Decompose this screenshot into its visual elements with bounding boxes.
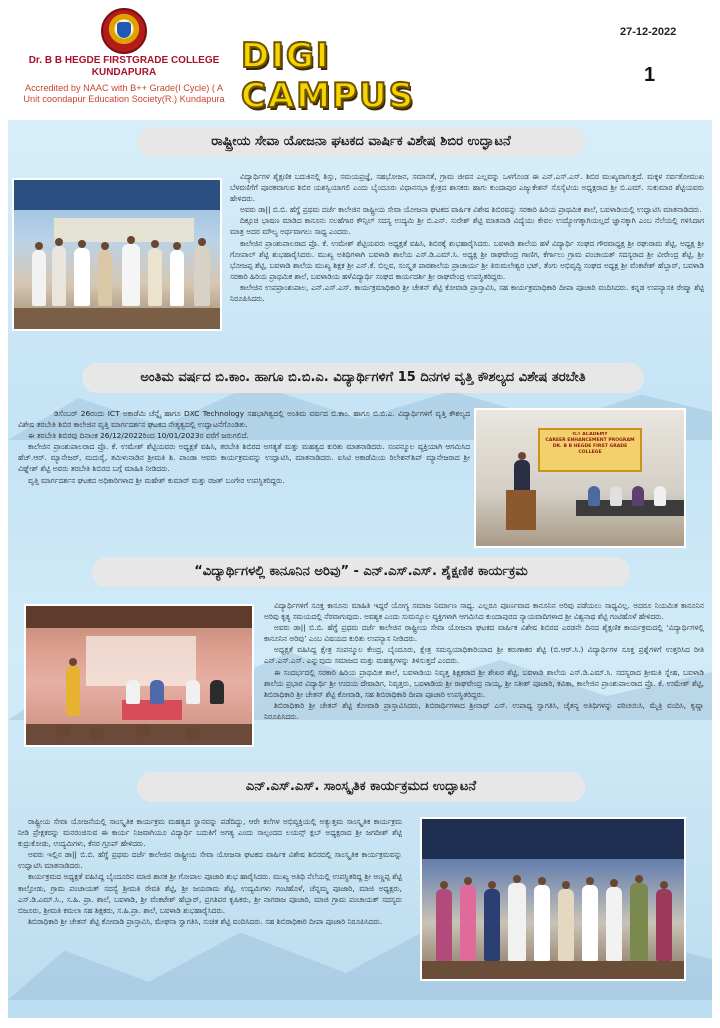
section-2-body (18, 408, 470, 543)
section-1-title: ರಾಷ್ಟ್ರೀಯ ಸೇವಾ ಯೋಜನಾ ಘಟಕದ ವಾರ್ಷಿಕ ವಿಶೇಷ ಶಿಬಿರ ಉದ್ಘಾಟನೆ (137, 127, 585, 157)
accreditation-text: Accredited by NAAC with B++ Grade(I Cycle) ( A Unit coondapur Education Society(R.) Kundapura (23, 83, 225, 104)
paragraph: ಈ ತರಬೇತಿ ಶಿಬಿರವು ದಿನಾಂಕ 26/12/2022ರಿಂದ 10/01/2023ರ ವರೆಗೆ ಜರುಗಲಿದೆ. (28, 431, 249, 441)
paragraph: ಶಿಬಿರಾಧಿಕಾರಿ ಶ್ರೀ ಚೇತನ್ ಶೆಟ್ಟಿ ಕೋವಾಡಿ ಪ್ರಾಸ್ತಾವಿಸಿದರು, ಶಿಬಿರಾರ್ಥಿಗಳಾದ ಶ್ರೀನಾಥ್ ಎಸ್. ಉಪಾಧ್ಯ ಸ್ವಾಗತಿಸಿ, ಚೈತನ್ಯ ಅತಿಥಿಗಳನ್ನು ಪರಿಚಯಿಸಿ, ಮೈತ್ರಿ ವಂದಿಸಿ, ಕೃಷ್ಣಾ ನಿರೂಪಿಸಿದರು. (264, 700, 704, 721)
section-1-body (230, 171, 704, 351)
paragraph: ವಿದ್ಯಾರ್ಥಿಗಳಿಗೆ ಸೂಕ್ತ ಕಾನೂನು ಮಾಹಿತಿ ಇದ್ದರೆ ಯೋಗ್ಯ ಸಮಾಜ ನಿರ್ಮಾಣ ಸಾಧ್ಯ. ಎಲ್ಲರೂ ಪೂರ್ಣವಾದ ಕಾನೂನಿನ ಅರಿವು ಪಡೆಯಲು ಸಾಧ್ಯವಿಲ್ಲ. ಅದರೂ ನಿಯಮಿತ ಕಾನೂನಿನ ಅರಿವು ಕೃತ್ಯ ಸಮಯದಲ್ಲಿ ನೆರವಾಗುವುದು. ಅವಶ್ಯಕ ಎಂದು ಸುಮನ್ಯೂಲ ವ್ಯಕ್ತಿಗಳಾಗಿ ಆಗಮಿಸಿದ ಕುಂದಾಪುರದ ನ್ಯಾಯವಾದಿಗಳಾದ ಶ್ರೀ ವಿಶ್ವನಾಥ ಶೆಟ್ಟಿ ಗಂಟಿಹೊಳೆ ಹೇಳಿದರು. (264, 601, 704, 622)
issue-number: 1 (644, 64, 656, 86)
paragraph: ವೃತ್ತಿ ಮಾರ್ಗದರ್ಶನ ಘಟಕದ ಅಧಿಕಾರಿಗಳಾದ ಶ್ರೀ ಮಹೇಶ್ ಕುಮಾರ್ ಮತ್ತು ರಜತ್ ಬಂಗೇರ ಉಪಸ್ಥಿತರಿದ್ದರು. (28, 475, 285, 485)
paragraph: ಶಿಬಿರಾಧಿಕಾರಿ ಶ್ರೀ ಚೇತನ್ ಶೆಟ್ಟಿ ಕೋವಾಡಿ ಪ್ರಾಸ್ತಾವಿಸಿ, ಮೇಘನಾ ಸ್ವಾಗತಿಸಿ, ಸುಚಿತ ಶೆಟ್ಟಿ ವಂದಿಸಿದರು. ಸಹ ಶಿಬಿರಾಧಿಕಾರಿ ದೀಪಾ ಪೂಜಾರಿ ನಿರೂಪಿಸಿದರು. (28, 916, 383, 926)
section-3-title: “ವಿದ್ಯಾರ್ಥಿಗಳಲ್ಲಿ ಕಾನೂನಿನ ಅರಿವು” - ಎನ್.ಎಸ್.ಎಸ್. ಶೈಕ್ಷಣಿಕ ಕಾರ್ಯಕ್ರಮ (92, 557, 630, 587)
section-3-body (264, 600, 704, 758)
section-3-photo (24, 604, 254, 747)
paragraph: ವಿದ್ಯಾರ್ಥಿಗಳ ಶೈಕ್ಷಣಿಕ ಬದುಕಿನಲ್ಲಿ ಶಿಸ್ತು, ಸಮಯಪ್ರಜ್ಞೆ, ಸಹಭೋಜನ, ಸಮಾನತೆ, ಗ್ರಾಮ ಜೀವನ ಎಲ್ಲವನ್ನು ಒಳಗೊಂಡ ಈ ಎನ್.ಎಸ್.ಎಸ್. ಶಿಬಿರ ಮುಖ್ಯವಾಗುತ್ತದೆ. ಮಕ್ಕಳ ಸರ್ವತೋಮುಖ ಬೆಳವಣಿಗೆಗೆ ಪೂರಕವಾಗುವ ಶಿಬಿರ ಯಶಸ್ವಿಯಾಗಲಿ ಎಂದು ಬೈಂದೂರು ವಿಧಾನಸಭಾ ಕ್ಷೇತ್ರದ ಶಾಸಕರು ಹಾಗು ಕುಂದಾಪುರ ಎಜ್ಯುಕೇಶನ್ ಸೊಸೈಟಿಯ ಅಧ್ಯಕ್ಷರಾದ ಶ್ರೀ ಬಿ.ಎಮ್. ಸುಕುಮಾರ ಶೆಟ್ಟಿಯವರು ಹೇಳಿದರು. (230, 172, 704, 204)
header (0, 0, 720, 124)
footer-strip (0, 1018, 720, 1028)
banner: ICT ACADEMY CAREER ENHANCEMENT PROGRAM DR. B B HEGDE FIRST GRADE COLLEGE (545, 432, 635, 455)
paragraph: ಅಧ್ಯಕ್ಷತೆ ವಹಿಸಿದ್ದ ಕ್ಷೇತ್ರ ಸಂಪನ್ಮೂಲ ಕೇಂದ್ರ, ಬೈಂದೂರು, ಕ್ಷೇತ್ರ ಸಮನ್ವಯಾಧಿಕಾರಿಯಾದ ಶ್ರೀ ಕರುಣಾಕರ ಶೆಟ್ಟಿ (ಬಿ.ಆರ್.ಸಿ.) ವಿದ್ಯಾರ್ಥಿಗಳ ಸೂಕ್ತ ಪ್ರಶ್ನೆಗಳಿಗೆ ಉತ್ತರಿಸಿದ ರೀತಿ ಎನ್.ಎಸ್.ಎಸ್. ಎನ್ನುವುದು ಸಮಾಜದ ಮತ್ತು ಮಹತ್ವಗಳನ್ನು ತಿಳಿಸುತ್ತದೆ ಎಂದರು. (264, 645, 704, 666)
paragraph: ಈ ಸಂದರ್ಭದಲ್ಲಿ ಸರಕಾರಿ ಹಿರಿಯ ಪ್ರಾಥಮಿಕ ಶಾಲೆ, ಬವಳಾಡಿಯ ನಿವೃತ್ತ ಶಿಕ್ಷಕರಾದ ಶ್ರೀ ಶೇಖರ ಶೆಟ್ಟಿ, ಬವಳಾಡಿ ಶಾಲೆಯ ಎಸ್.ಡಿ.ಎಮ್.ಸಿ. ಸದಸ್ಯರಾದ ಶ್ರೀಮತಿ ಸ್ನೇಹ, ಬವಳಾಡಿ ಶಾಲೆಯ ಪ್ರಭಾರ ವಿದ್ಯಾರ್ಥಿ ಶ್ರೀ ಉದಯ ದೇವಾಡಿಗ, ನಿವೃತ್ತರು, ಬವಳಾಡಿಯ ಶ್ರೀ ರಾಘವೇಂದ್ರ ನಾಯ್ಕ, ಶ್ರೀ ಸತೀಶ್ ಪೂಜಾರಿ, ಕವಿತಾ, ಕಾಲೇಜಿನ ಪ್ರಾಂಶುಪಾಲರಾದ ಪ್ರೊ. ಕೆ. ಉಮೇಶ್ ಶೆಟ್ಟಿ, ಶಿಬಿರಾಧಿಕಾರಿ ಶ್ರೀ ಚೇತನ್ ಶೆಟ್ಟಿ ಕೋವಾಡಿ, ಸಹ ಶಿಬಿರಾಧಿಕಾರಿ ದೀಪಾ ಪೂಜಾರಿ ಉಪಸ್ಥಿತರಿದ್ದರು. (264, 667, 704, 699)
paragraph: ರಾಷ್ಟ್ರೀಯ ಸೇವಾ ಯೋಜನೆಯಲ್ಲಿ ಸಾಂಸ್ಕೃತಿಕ ಕಾರ್ಯಕ್ರಮ ಮಹತ್ವದ ಸ್ಥಾನವನ್ನು ಪಡೆದಿದ್ದು, ಆರೇ ಕಲೆಗಳ ಅಭಿವ್ಯಕ್ತಿಯಲ್ಲಿ ಅತ್ಯುತ್ತಮ ಸಾಂಸ್ಕೃತಿಕ ಕಾರ್ಯಕ್ರಮ ನೀಡಿ ಪ್ರೇಕ್ಷಕರನ್ನು ಮನರಂಜಿಸುವ ಈ ಕಾರ್ಯ ನಿಜವಾಗಿಯೂ ವಿದ್ಯಾರ್ಥಿ ಬದುಕಿಗೆ ಅಗತ್ಯ ಎಂದು ಸಾಲ್ಪಂದದ ಲಯನ್ಸ್ ಕ್ಲಬ್ ಅಧ್ಯಕ್ಷರಾದ ಶ್ರೀ ಜಗದೀಶ್ ಶೆಟ್ಟಿ ಕುದ್ರುಕೋಡು, ಉದ್ಯಮಿಗಳು, ಕೆನರ ಗ್ರೂಪ್ ಹೇಳಿದರು. (18, 817, 402, 849)
section-4-body (18, 816, 402, 1006)
paragraph: ದಿಕ್ಸೂಚಿ ಭಾಷಣ ಮಾಡಿದ ಕಾನೂನು ಸಲಹೆಗಾರ ಕೌನ್ಸಿಲ್ ಸದಸ್ಯ ಉದ್ಯಮಿ ಶ್ರೀ ಬಿ.ಎನ್. ಸುರೇಶ್ ಶೆಟ್ಟಿ ಮಾತನಾಡಿ ವಿದ್ಯೆಯು ಕೇವಲ ಉದ್ಯೋಗಕ್ಕಾಗಿಯಲ್ಲದೆ ಜ್ಞಾನಕ್ಕಾಗಿ ಎಂಬ ನೆಲೆಯಲ್ಲಿ ಗಳಿಸಿದಾಗ ಮಾತ್ರ ಅದರ ಮೌಲ್ಯ ಅರ್ಥವಾಗಲು ಸಾಧ್ಯ ಎಂದರು. (230, 216, 704, 237)
paragraph: ಅವರು ಇಲ್ಲಿನ ಡಾ|| ಬಿ.ಬಿ. ಹೆಗ್ಡೆ ಪ್ರಥಮ ದರ್ಜೆ ಕಾಲೇಜಿನ ರಾಷ್ಟ್ರೀಯ ಸೇವಾ ಯೋಜನಾ ಘಟಕದ ವಾರ್ಷಿಕ ವಿಶೇಷ ಶಿಬಿರದಲ್ಲಿ ಸಾಂಸ್ಕೃತಿಕ ಕಾರ್ಯಕ್ರಮವನ್ನು ಉದ್ಘಾಟಿಸಿ ಮಾತನಾಡಿದರು. (18, 850, 402, 871)
section-1-photo (12, 178, 222, 331)
section-4-title: ಎನ್.ಎಸ್.ಎಸ್. ಸಾಂಸ್ಕೃತಿಕ ಕಾರ್ಯಕ್ರಮದ ಉದ್ಘಾಟನೆ (137, 772, 585, 802)
college-emblem-icon (101, 8, 147, 54)
issue-date: 27-12-2022 (620, 26, 677, 38)
masthead-title: DIGI CAMPUS (241, 36, 416, 116)
paragraph: ಅವರು ಡಾ|| ಬಿ.ಬಿ. ಹೆಗ್ಡೆ ಪ್ರಥಮ ದರ್ಜೆ ಕಾಲೇಜಿನ ರಾಷ್ಟ್ರೀಯ ಸೇವಾ ಯೋಜನಾ ಘಟಕದ ವಾರ್ಷಿಕ ವಿಶೇಷ ಶಿಬಿರದ ಎರಡನೇ ದಿನದ ಶೈಕ್ಷಣಿಕ ಕಾರ್ಯಕ್ರಮದಲ್ಲಿ ‘ವಿದ್ಯಾರ್ಥಿಗಳಲ್ಲಿ ಕಾನೂನಿನ ಅರಿವು’ ಎಂಬ ವಿಷಯದ ಕುರಿತು ಉಪನ್ಯಾಸ ನೀಡಿದರು. (264, 623, 704, 644)
paragraph: ಕಾರ್ಯಕ್ರಮದ ಅಧ್ಯಕ್ಷತೆ ವಹಿಸಿದ್ದ ಬೈಂದೂರಿನ ಮಾಜಿ ಶಾಸಕ ಶ್ರೀ ಗೋಪಾಲ ಪೂಜಾರಿ ಶುಭ ಹಾರೈಸಿದರು. ಮುಖ್ಯ ಅತಿಥಿ ನೆಲೆಯಲ್ಲಿ ಉಪಸ್ಥಿತರಿದ್ದ ಶ್ರೀ ಅಣ್ಣಪ್ಪ ಶೆಟ್ಟಿ ಕಾಲ್ತೋಡು, ಗ್ರಾಮ ಪಂಚಾಯತ್ ಸದಸ್ಯೆ ಶ್ರೀಮತಿ ರೇವತಿ ಶೆಟ್ಟಿ, ಶ್ರೀ ಜಯರಾಮ ಶೆಟ್ಟಿ, ಉದ್ಯಮಿಗಳು ಗಂಟಿಹೊಳೆ, ಚೆನ್ನಮ್ಮ ಪೂಜಾರಿ, ಮಾಜಿ ಅಧ್ಯಕ್ಷರು, ಎಸ್.ಡಿ.ಎಮ್.ಸಿ., ಸ.ಹಿ. ಪ್ರಾ. ಶಾಲೆ, ಬವಳಾಡಿ, ಶ್ರೀ ವೆಂಕಟೇಶ್ ಹೆಬ್ಬಾರ್, ಪ್ರಗತಿಪರ ಕೃಷಿಕರು, ಶ್ರೀ ನಾಗರಾಜ ಪೂಜಾರಿ, ಮಾಜಿ ಗ್ರಾಮ ಪಂಚಾಯತ್ ಸದಸ್ಯರು ಬಿಜೂರು, ಶ್ರೀಮತಿ ಕಮಲಾ ಸಹ ಶಿಕ್ಷಕರು, ಸ.ಹಿ.ಪ್ರಾ. ಶಾಲೆ, ಬವಳಾಡಿ ಶುಭಹಾರೈಸಿದರು. (18, 872, 402, 915)
paragraph: ಅವರು ಡಾ|| ಬಿ.ಬಿ. ಹೆಗ್ಡೆ ಪ್ರಥಮ ದರ್ಜೆ ಕಾಲೇಜಿನ ರಾಷ್ಟ್ರೀಯ ಸೇವಾ ಯೋಜನಾ ಘಟಕದ ವಾರ್ಷಿಕ ವಿಶೇಷ ಶಿಬಿರವನ್ನು ಸರಕಾರಿ ಹಿರಿಯ ಪ್ರಾಥಮಿಕ ಶಾಲೆ, ಬವಳಾಡಿಯಲ್ಲಿ ಉದ್ಘಾಟಿಸಿ ಮಾತನಾಡಿದರು. (240, 205, 702, 215)
college-name: Dr. B B HEGDE FIRSTGRADE COLLEGE KUNDAPURA (28, 55, 220, 78)
paragraph: ಕಾಲೇಜಿನ ಪ್ರಾಂಶುಪಾಲರಾದ ಪ್ರೊ. ಕೆ. ಉಮೇಶ್ ಶೆಟ್ಟಿಯವರು ಅಧ್ಯಕ್ಷತೆ ವಹಿಸಿ, ಶಿಬಿರಕ್ಕೆ ಶುಭಹಾರೈಸಿದರು. ಬವಳಾಡಿ ಶಾಲೆಯ ಹಳೆ ವಿದ್ಯಾರ್ಥಿ ಸಂಘದ ಗೌರವಾಧ್ಯಕ್ಷ ಶ್ರೀ ರಘುರಾಮ ಶೆಟ್ಟಿ, ಅಧ್ಯಕ್ಷ ಶ್ರೀ ಗೋಪಾಲ್ ಶೆಟ್ಟಿ ಶುಭಹಾರೈಸಿದರು. ಮುಖ್ಯ ಅತಿಥಿಗಳಾಗಿ ಬವಳಾಡಿ ಶಾಲೆಯ ಎಸ್.ಡಿ.ಎಮ್.ಸಿ. ಅಧ್ಯಕ್ಷ ಶ್ರೀ ರಾಘವೇಂದ್ರ ಗಾಣಿಗ, ಕೆರ್ಗಾಲು ಗ್ರಾಮ ಪಂಚಾಯತ್ ಸದಸ್ಯರಾದ ಶ್ರೀ ವೀರೇಂದ್ರ ಶೆಟ್ಟಿ, ಶ್ರೀ ಭೋಜಪ್ಪ ಶೆಟ್ಟಿ, ಬವಳಾಡಿ ಶಾಲೆಯ ಮುಖ್ಯ ಶಿಕ್ಷಕ ಶ್ರೀ ಎನ್.ಕೆ. ಬಿಲ್ಲವ, ಸಂಸ್ಕೃತ ಪಾಠಶಾಲೆಯ ಪ್ರಾಚಾರ್ಯ ಶ್ರೀ ತಿರುಮಲೇಶ್ವರ ಭಟ್, ತೆಂಗು ಅಭಿವೃದ್ಧಿ ಸಂಘದ ಅಧ್ಯಕ್ಷ ಶ್ರೀ ವೆಂಕಟೇಶ್ ಹೆಬ್ಬಾರ್, ಬವಳಾಡಿ ಸರಕಾರಿ ಹಿರಿಯ ಪ್ರಾಥಮಿಕ ಶಾಲೆ, ಬವಳಾಡಿಯ ಹಳೆವಿದ್ಯಾರ್ಥಿ ಸಂಘದ ಕಾರ್ಯದರ್ಶಿ ಶ್ರೀ ರಾಘವೇಂದ್ರ ಉಪಸ್ಥಿತರಿದ್ದರು. (230, 238, 704, 281)
section-2-photo (474, 408, 686, 548)
paragraph: ಡಿಸೆಂಬರ್ 26ರಂದು ICT ಅಕಾಡೆಮಿ ಚೆನ್ನೈ ಹಾಗೂ DXC Technology ಸಹಭಾಗಿತ್ವದಲ್ಲಿ ಅಂತಿಮ ವರ್ಷದ ಬಿ.ಕಾಂ. ಹಾಗೂ ಬಿ.ಬಿ.ಎ. ವಿದ್ಯಾರ್ಥಿಗಳಿಗೆ ವೃತ್ತಿ ಕೌಶಲ್ಯದ ವಿಶೇಷ ತರಬೇತಿ ಶಿಬಿರ ಕಾಲೇಜಿನ ವೃತ್ತಿ ಮಾರ್ಗದರ್ಶನ ಘಟಕದ ನೇತೃತ್ವದಲ್ಲಿ ಉದ್ಘಾಟನೆಗೊಂಡಿತು. (18, 409, 470, 430)
section-2-title: ಅಂತಿಮ ವರ್ಷದ ಬಿ.ಕಾಂ. ಹಾಗೂ ಬಿ.ಬಿ.ಎ. ವಿದ್ಯಾರ್ಥಿಗಳಿಗೆ 15 ದಿನಗಳ ವೃತ್ತಿ ಕೌಶಲ್ಯದ ವಿಶೇಷ ತರಬೇತಿ (82, 363, 644, 393)
section-4-photo (420, 817, 686, 981)
paragraph: ಕಾಲೇಜಿನ ಪ್ರಾಂಶುಪಾಲರಾದ ಪ್ರೊ. ಕೆ. ಉಮೇಶ್ ಶೆಟ್ಟಿಯವರು ಅಧ್ಯಕ್ಷತೆ ವಹಿಸಿ, ತರಬೇತಿ ಶಿಬಿರದ ಅಗತ್ಯತೆ ಮತ್ತು ಮಹತ್ವದ ಕುರಿತು ಮಾತನಾಡಿದರು. ಸಂಪನ್ಮೂಲ ವ್ಯಕ್ತಿಯಾಗಿ ಆಗಮಿಸಿದ ಹೆಚ್.ಆರ್. ಮ್ಯಾನೇಜರ್, ಮದುರೈ, ತಮಿಳುನಾಡಿನ ಶ್ರೀಮತಿ ಶಿ. ಪಾಂಡಾ ಆವರು ಕಾರ್ಯಕ್ರಮವನ್ನು ಉದ್ಘಾಟಿಸಿ, ಮಾತನಾಡಿದರು. ಐಸಿಟಿ ಅಕಾಡೆಮಿಯ ರಿಲೇಶನ್‌ಶಿಪ್ ಮ್ಯಾನೇಜರಾದ ಶ್ರೀ ವಿಘ್ನೇಶ್ ಶೆಟ್ಟಿ ಅವರು ತರಬೇತಿ ಶಿಬಿರದ ಬಗ್ಗೆ ಮಾಹಿತಿ ನೀಡಿದರು. (18, 442, 470, 474)
paragraph: ಕಾಲೇಜಿನ ಉಪಪ್ರಾಂಶುಪಾಲ, ಎನ್.ಎಸ್.ಎಸ್. ಕಾರ್ಯಕ್ರಮಾಧಿಕಾರಿ ಶ್ರೀ ಚೇತನ್ ಶೆಟ್ಟಿ ಕೋವಾಡಿ ಪ್ರಾಸ್ತಾವಿಸಿ, ಸಹ ಕಾರ್ಯಕ್ರಮಾಧಿಕಾರಿ ದೀಪಾ ಪೂಜಾರಿ ವಂದಿಸಿದರು. ಕನ್ನಡ ಉಪನ್ಯಾಸಕಿ ರೇಷ್ಮಾ ಶೆಟ್ಟಿ ನಿರೂಪಿಸಿದರು. (230, 282, 704, 304)
